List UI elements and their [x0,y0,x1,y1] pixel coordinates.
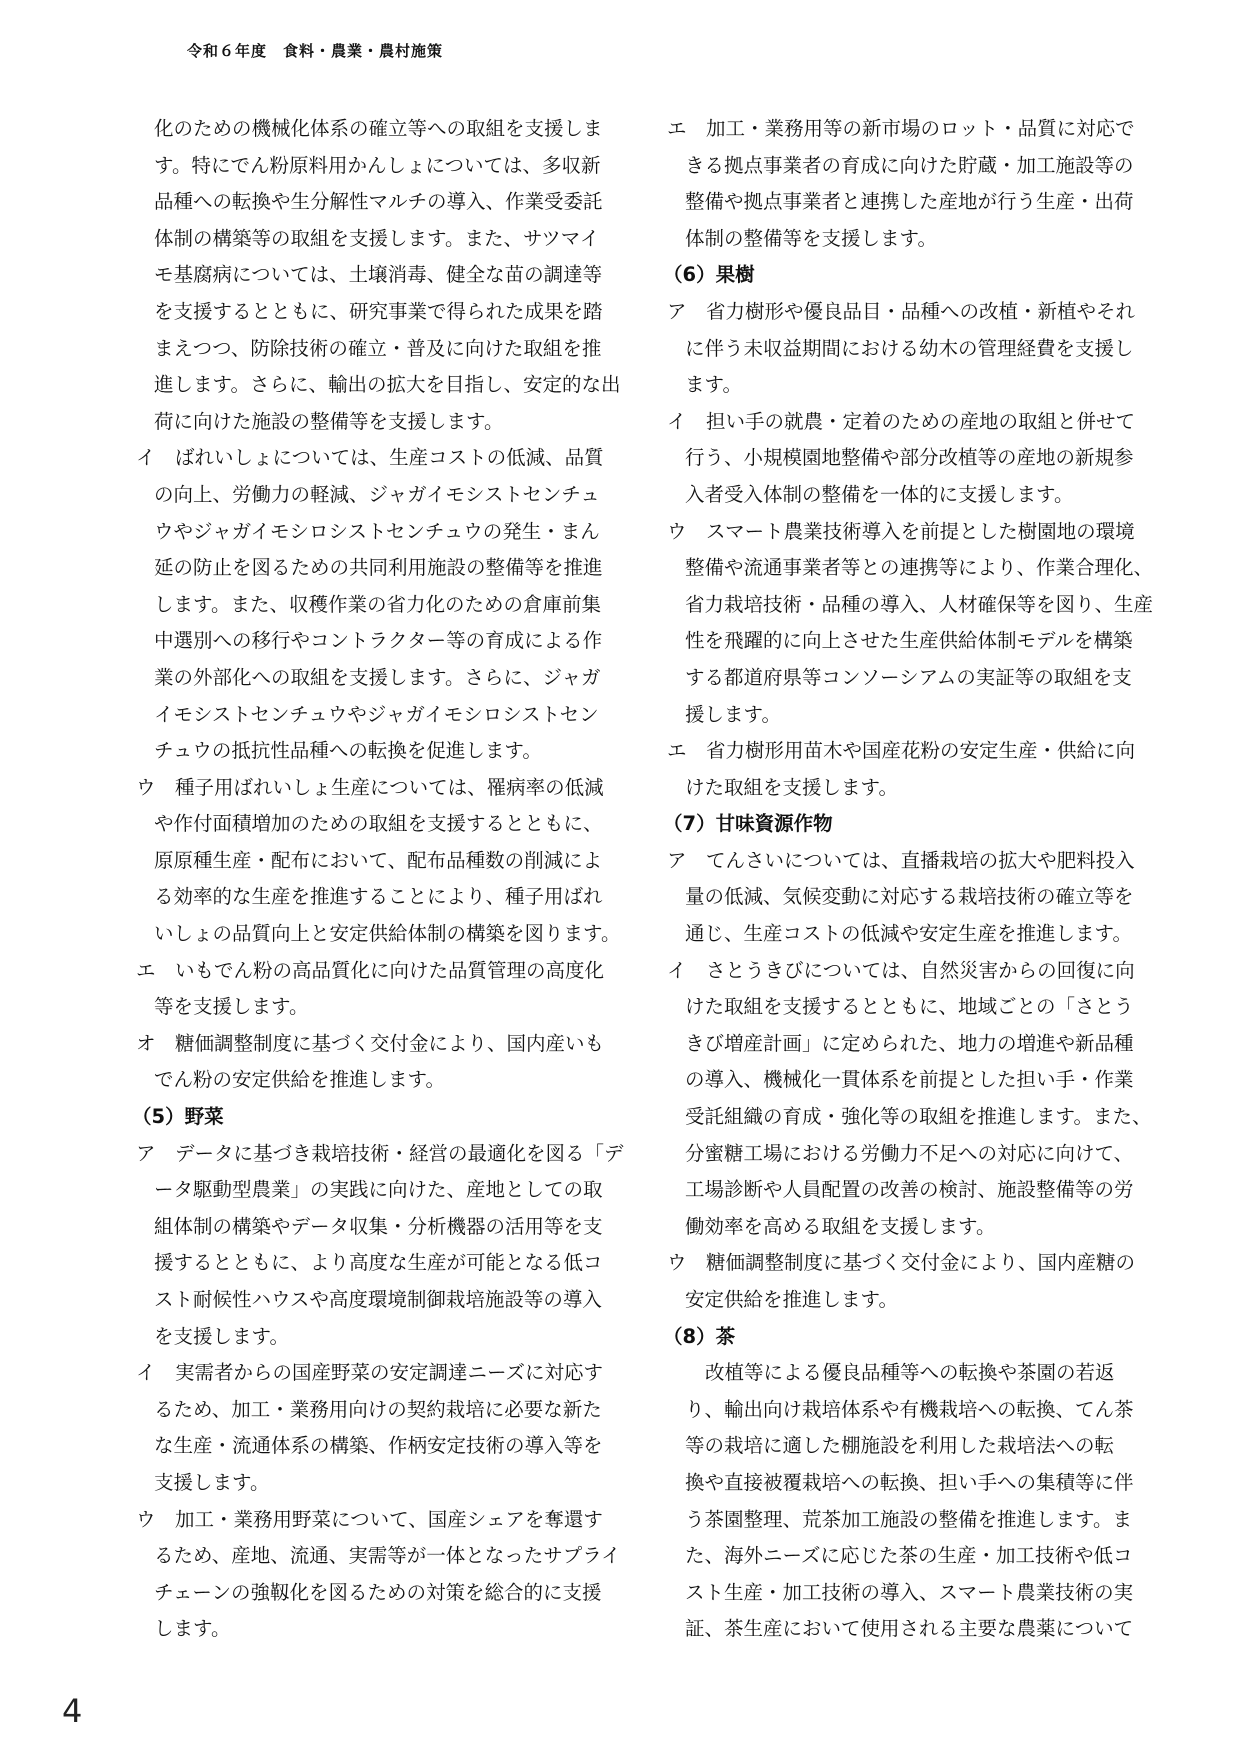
body-text-line: 整備や流通事業者等との連携等により、作業合理化、 [685,556,1154,580]
body-text-line: な生産・流通体系の構築、作柄安定技術の導入等を [154,1434,603,1458]
body-text-line: エ 省力樹形用苗木や国産花粉の安定生産・供給に向 [667,739,1136,763]
body-text-line: ウ 加工・業務用野菜について、国産シェアを奪還す [136,1507,603,1531]
body-text-line: 等の栽培に適した棚施設を利用した栽培法への転 [685,1434,1115,1458]
body-text-line: 荷に向けた施設の整備等を支援します。 [154,409,504,433]
body-text-line: 進します。さらに、輸出の拡大を目指し、安定的な出 [154,373,621,397]
right-column [663,111,1154,1648]
body-text-line: 入者受入体制の整備を一体的に支援します。 [685,482,1074,506]
body-text-line: 中選別への移行やコントラクター等の育成による作 [154,629,603,653]
body-text-line: 支援します。 [154,1470,270,1494]
body-text-line: の向上、労働力の軽減、ジャガイモシストセンチュ [154,482,600,506]
body-text-line: 業の外部化への取組を支援します。さらに、ジャガ [154,665,601,689]
section-heading: （6）果樹 [663,263,755,287]
body-text-line: ウ 糖価調整制度に基づく交付金により、国内産糖の [667,1251,1136,1275]
body-text-line: に伴う未収益期間における幼木の管理経費を支援し [685,336,1134,360]
body-text-line: 性を飛躍的に向上させた生産供給体制モデルを構築 [685,629,1133,653]
running-header: 令和６年度 食料・農業・農村施策 [187,42,444,60]
body-text-line: 証、茶生産において使用される主要な農薬について [685,1617,1134,1641]
body-text-line: を支援します。 [154,1324,289,1348]
body-text-line: でん粉の安定供給を推進します。 [154,1068,445,1092]
body-text-line: スト生産・加工技術の導入、スマート農業技術の実 [685,1580,1134,1604]
body-text-line: 換や直接被覆栽培への転換、担い手への集積等に伴 [685,1470,1134,1494]
body-text-line: る効率的な生産を推進することにより、種子用ばれ [154,885,603,909]
body-text-line: ウ 種子用ばれいしょ生産については、罹病率の低減 [136,775,604,799]
body-text-line: します。また、収穫作業の省力化のための倉庫前集 [154,592,601,616]
body-text-line: イ 実需者からの国産野菜の安定調達ニーズに対応す [136,1361,604,1385]
body-text-line: ア 省力樹形や優良品目・品種への改植・新植やそれ [667,299,1136,323]
body-text-line: 援します。 [685,702,781,726]
body-text-line: 組体制の構築やデータ収集・分析機器の活用等を支 [154,1214,603,1238]
body-text-line: 改植等による優良品種等への転換や茶園の若返 [705,1361,1115,1385]
body-text-line: や作付面積増加のための取組を支援するとともに、 [154,812,603,836]
body-text-line: 体制の整備等を支援します。 [685,226,937,250]
body-text-line: エ いもでん粉の高品質化に向けた品質管理の高度化 [136,958,605,982]
body-text-line: 等を支援します。 [154,995,309,1019]
body-text-line: する都道府県等コンソーシアムの実証等の取組を支 [685,665,1132,689]
body-text-line: エ 加工・業務用等の新市場のロット・品質に対応で [667,117,1135,140]
body-text-line: モ基腐病については、土壌消毒、健全な苗の調達等 [154,263,603,287]
body-text-line: の導入、機械化一貫体系を前提とした担い手・作業 [685,1068,1134,1092]
body-text-line: します。 [154,1617,231,1641]
section-heading: （7）甘味資源作物 [663,812,833,836]
body-text-line: 化のための機械化体系の確立等への取組を支援しま [154,117,603,140]
body-text-line: 通じ、生産コストの低減や安定生産を推進します。 [685,922,1132,946]
body-text-line: 省力栽培技術・品種の導入、人材確保等を図り、生産 [685,592,1154,616]
body-text-line: 品種への転換や生分解性マルチの導入、作業受委託 [154,190,603,214]
body-text-line: 働効率を高める取組を支援します。 [685,1214,996,1238]
body-text-line: を支援するとともに、研究事業で得られた成果を踏 [154,299,603,323]
body-text-line: イモシストセンチュウやジャガイモシロシストセン [154,702,599,726]
body-text-line: う茶園整理、荒茶加工施設の整備を推進します。ま [685,1507,1132,1531]
body-text-line: きる拠点事業者の育成に向けた貯蔵・加工施設等の [685,153,1134,177]
body-text-line: 分蜜糖工場における労働力不足への対応に向けて、 [685,1141,1134,1165]
body-text-line: 整備や拠点事業者と連携した産地が行う生産・出荷 [685,190,1134,214]
body-text-line: 行う、小規模園地整備や部分改植等の産地の新規参 [685,446,1134,470]
body-text-line: チュウの抵抗性品種への転換を促進します。 [154,739,542,763]
body-text-line: チェーンの強靱化を図るための対策を総合的に支援 [154,1580,602,1604]
body-text-line: イ 担い手の就農・定着のための産地の取組と併せて [667,409,1136,433]
body-text-line: す。特にでん粉原料用かんしょについては、多収新 [154,153,601,177]
left-column [132,111,624,1648]
body-text-line: 延の防止を図るための共同利用施設の整備等を推進 [154,556,603,580]
body-text-line: 原原種生産・配布において、配布品種数の削減によ [154,848,603,872]
body-text-line: るため、産地、流通、実需等が一体となったサプライ [154,1544,621,1568]
body-text-line: スト耐候性ハウスや高度環境制御栽培施設等の導入 [154,1288,602,1311]
body-text-line: イ ばれいしょについては、生産コストの低減、品質 [136,446,604,470]
body-text-line: ア てんさいについては、直播栽培の拡大や肥料投入 [667,848,1135,872]
body-text-line: まえつつ、防除技術の確立・普及に向けた取組を推 [154,336,602,360]
body-text-line: た、海外ニーズに応じた茶の生産・加工技術や低コ [685,1544,1133,1568]
body-text-line: ウやジャガイモシロシストセンチュウの発生・まん [154,519,600,543]
body-text-line: るため、加工・業務用向けの契約栽培に必要な新た [154,1397,602,1421]
body-text-line: ア データに基づき栽培技術・経営の最適化を図る「デ [136,1141,624,1165]
section-heading: （8）茶 [663,1324,736,1348]
body-text-line: ータ駆動型農業」の実践に向けた、産地としての取 [154,1178,603,1202]
body-text-line: いしょの品質向上と安定供給体制の構築を図ります。 [154,922,621,946]
body-text-line: 受託組織の育成・強化等の取組を推進します。また、 [685,1105,1152,1129]
body-text-line: オ 糖価調整制度に基づく交付金により、国内産いも [136,1031,605,1055]
body-text-line: 援するとともに、より高度な生産が可能となる低コ [154,1251,603,1275]
section-heading: （5）野菜 [132,1105,224,1129]
body-text-line: 工場診断や人員配置の改善の検討、施設整備等の労 [685,1178,1134,1202]
body-text-line: けた取組を支援します。 [685,775,898,799]
body-text-line: 体制の構築等の取組を支援します。また、サツマイ [154,226,600,250]
body-text-line: イ さとうきびについては、自然災害からの回復に向 [667,958,1135,982]
body-text-line: ます。 [685,373,742,397]
body-text-line: けた取組を支援するとともに、地域ごとの「さとう [685,995,1134,1019]
body-text-line: 量の低減、気候変動に対応する栽培技術の確立等を [685,885,1134,909]
body-text-line: きび増産計画」に定められた、地力の増進や新品種 [685,1031,1134,1055]
page-number: 4 [62,1692,83,1730]
body-text-line: 安定供給を推進します。 [685,1288,898,1311]
body-text-line: ウ スマート農業技術導入を前提とした樹園地の環境 [667,519,1135,543]
body-text-line: り、輸出向け栽培体系や有機栽培への転換、てん茶 [685,1397,1134,1421]
